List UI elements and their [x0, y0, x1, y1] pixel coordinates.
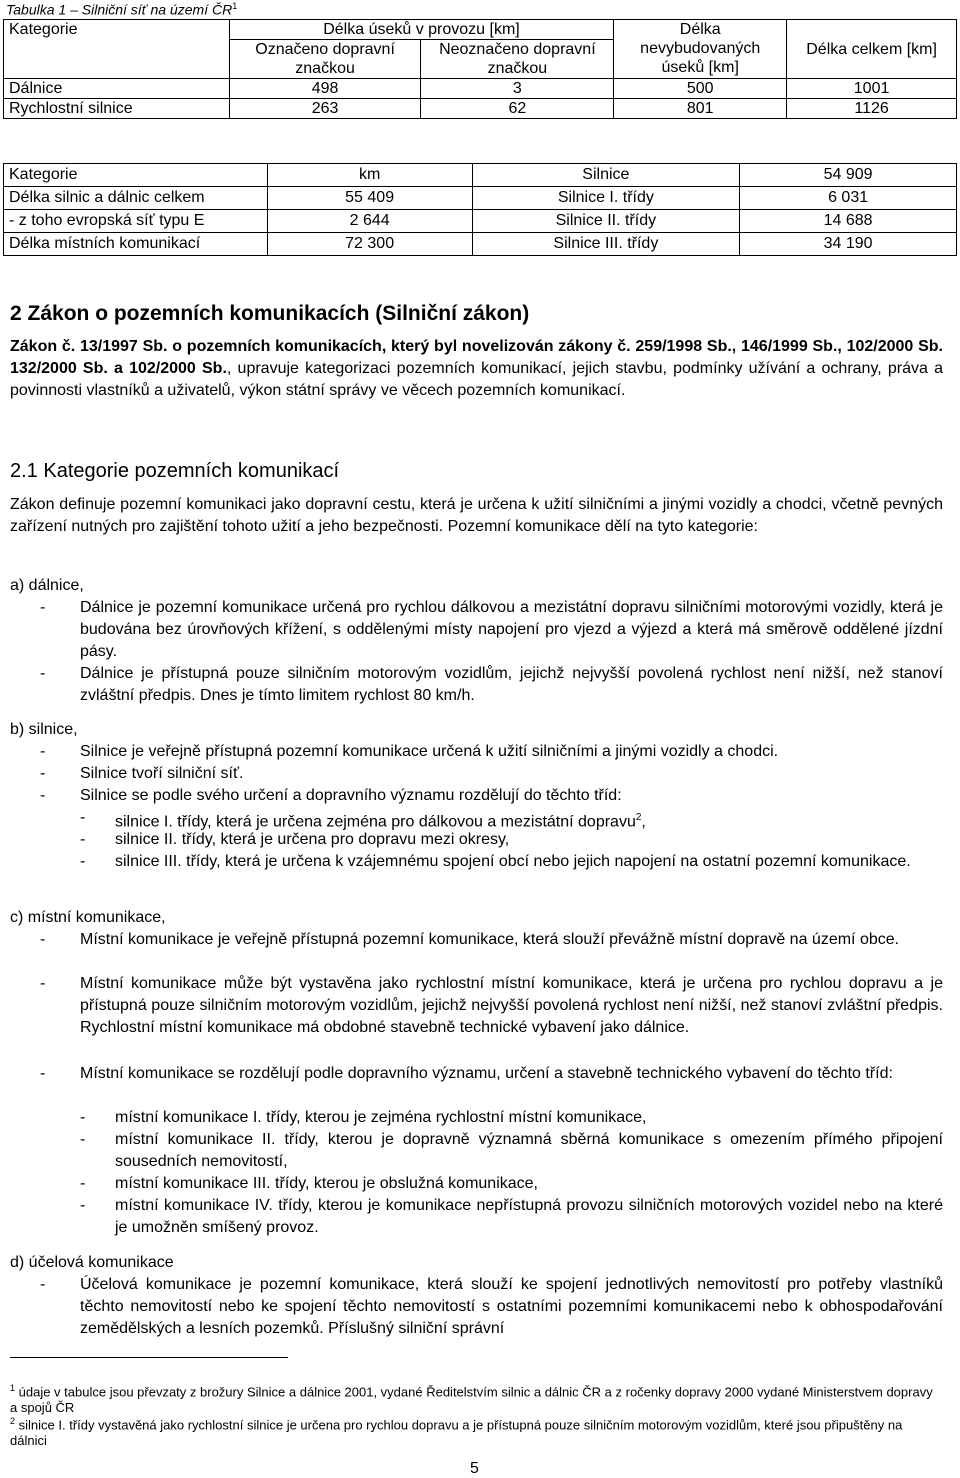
table-cell: 801 [614, 99, 787, 119]
list-item-text: Silnice tvoří silniční síť. [80, 765, 244, 782]
table-cell: 54 909 [740, 164, 957, 187]
list-item [40, 597, 943, 663]
list-item [40, 1063, 943, 1085]
bullet-dash: - [80, 831, 86, 848]
law-reference: Zákon č. 13/1997 Sb. o pozemních komunikacích, který byl novelizován zákony č. 259/1998 Sb., 146/1999 Sb., 102/2000 Sb. 132/2000 Sb. a 102/2000 Sb. [10, 338, 943, 377]
section-heading: 2 Zákon o pozemních komunikacích (Silniční zákon) [10, 302, 530, 325]
table-row [4, 233, 957, 256]
bullet-dash: - [80, 809, 86, 826]
table-row [4, 210, 957, 233]
list-item-text: silnice III. třídy, která je určena k vzájemnému spojení obcí nebo jejich napojení na ostatní pozemní komunikace. [115, 853, 911, 870]
bullet-dash: - [40, 931, 46, 948]
sub-list-item [80, 1173, 943, 1195]
list-item [40, 785, 943, 807]
list-item-text: Místní komunikace se rozdělují podle dopravního významu, určení a stavebně technického vybavení do těchto tříd: [80, 1065, 893, 1082]
sub-list-item [80, 1195, 943, 1239]
table-cell: 14 688 [740, 210, 957, 233]
table-cell: 72 300 [267, 233, 472, 256]
header-celkem: Délka celkem [km] [787, 20, 957, 79]
law-description: , upravuje kategorizaci pozemních komunikací, jejich stavbu, podmínky užívání a ochrany, práva a povinnosti vlastníků a uživatelů, výkon státní správy ve věcech pozemních komunikací. [10, 360, 943, 399]
list-item [40, 663, 943, 707]
header-neoznaceno: Neoznačeno dopravní značkou [421, 40, 614, 79]
table-cell: Silnice I. třídy [472, 187, 740, 210]
road-length-table [3, 163, 957, 256]
category-label: d) účelová komunikace [10, 1254, 174, 1271]
sub-list-item [80, 829, 943, 851]
bullet-dash: - [80, 1175, 86, 1192]
bullet-dash: - [40, 765, 46, 782]
table-cell: 498 [229, 79, 421, 99]
header-delka-provoz: Délka úseků v provozu [km] [229, 20, 614, 40]
bullet-dash: - [40, 975, 46, 992]
header-kategorie: Kategorie [4, 20, 230, 79]
list-item [40, 973, 943, 1039]
table-cell: - z toho evropská síť typu E [4, 210, 268, 233]
table-cell: 1126 [787, 99, 957, 119]
list-item-text: Silnice je veřejně přístupná pozemní komunikace určená k užití silničními a jinými vozidly a chodci. [80, 743, 779, 760]
bullet-dash: - [80, 853, 86, 870]
list-item [40, 929, 943, 951]
road-network-table [3, 19, 957, 119]
table-header-row [4, 20, 957, 40]
table-cell: Délka silnic a dálnic celkem [4, 187, 268, 210]
table-cell: Délka místních komunikací [4, 233, 268, 256]
table-cell: Kategorie [4, 164, 268, 187]
list-item-text: Účelová komunikace je pozemní komunikace, která slouží ke spojení jednotlivých nemovitostí pro potřeby vlastníků těchto nemovitostí nebo ke spojení těchto nemovitostí s ostatními pozemními komunikacemi nebo k obhospodařování zemědělských a lesních pozemků. Příslušný silniční správní [80, 1276, 943, 1337]
table-caption: Tabulka 1 – Silniční síť na území $ČR^1$ [6, 1, 238, 18]
bullet-dash: - [80, 1109, 86, 1126]
bullet-dash: - [40, 1276, 46, 1293]
bullet-dash: - [40, 599, 46, 616]
table-cell: Rychlostní silnice [4, 99, 230, 119]
section-intro [10, 336, 943, 402]
bullet-dash: - [80, 1197, 86, 1214]
table-cell: 55 409 [267, 187, 472, 210]
list-item-text: Místní komunikace je veřejně přístupná pozemní komunikace, která slouží převážně místní dopravě na území obce. [80, 931, 900, 948]
table-cell: 2 644 [267, 210, 472, 233]
list-item-text: silnice I. třídy, která je určena zejména pro dálkovou a mezistátní dopravu$^2$, [115, 812, 646, 831]
table-cell: 6 031 [740, 187, 957, 210]
footnote-ref: 2 [635, 812, 642, 823]
list-item-text: místní komunikace IV. třídy, kterou je komunikace nepřístupná provozu silničních motorových vozidel nebo na které je umožněn smíšený provoz. [115, 1197, 943, 1236]
table-row [4, 79, 957, 99]
list-item-text: Dálnice je pozemní komunikace určená pro rychlou dálkovou a mezistátní dopravu silničními motorovými vozidly, která je budována bez úrovňových křížení, s oddělenými místy napojení pro vjezd a výjezd a která má směrově oddělené jízdní pásy. [80, 599, 943, 660]
sub-list-item [80, 851, 943, 873]
bullet-dash: - [40, 1065, 46, 1082]
list-item-text: silnice II. třídy, která je určena pro dopravu mezi okresy, [115, 831, 510, 848]
sub-list-item [80, 1107, 943, 1129]
table-cell: Silnice [472, 164, 740, 187]
footnote-1: $^1$ údaje v tabulce jsou převzaty z brožury Silnice a dálnice 2001, vydané Ředitelstvím silnic a dálnic ČR a z ročenky dopravy 2000 vydané Ministerstvem dopravy a spojů ČR [10, 1383, 933, 1416]
list-item-text: Dálnice je přístupná pouze silničním motorovým vozidlům, jejichž nejvyšší povolená rychlost není nižší, než stanoví zvláštní předpis. Dnes je tímto limitem rychlost 80 km/h. [80, 665, 943, 704]
sub-list-item [80, 1129, 943, 1173]
list-item-text: Místní komunikace může být vystavěna jako rychlostní místní komunikace, která je určena pro rychlou dopravu a je přístupná pouze silničním motorovým vozidlům, jejichž nejvyšší povolená rychlost není nižší, než stanoví zvláštní předpis. Rychlostní místní komunikace má obdobné stavebně technické vybavení jako dálnice. [80, 975, 943, 1036]
bullet-dash: - [40, 743, 46, 760]
bullet-dash: - [40, 665, 46, 682]
table-cell: 62 [421, 99, 614, 119]
table-cell: Dálnice [4, 79, 230, 99]
page-number: 5 [470, 1460, 479, 1477]
list-item [40, 763, 943, 785]
header-oznaceno: Označeno dopravní značkou [229, 40, 421, 79]
category-label: b) silnice, [10, 721, 78, 738]
table-cell: 34 190 [740, 233, 957, 256]
list-item-text: místní komunikace I. třídy, kterou je zejména rychlostní místní komunikace, [115, 1109, 647, 1126]
table-row [4, 164, 957, 187]
list-item-text: místní komunikace III. třídy, kterou je obslužná komunikace, [115, 1175, 538, 1192]
list-item-text: místní komunikace II. třídy, kterou je dopravně významná sběrná komunikace s omezením přímého připojení sousedních nemovitostí, [115, 1131, 943, 1170]
table-cell: Silnice III. třídy [472, 233, 740, 256]
header-nevybudovane: Délka nevybudovaných úseků [km] [614, 20, 787, 79]
subsection-intro: Zákon definuje pozemní komunikaci jako dopravní cestu, která je určena k užití silničními a jinými vozidly a chodci, včetně pevných zařízení nutných pro zajištění tohoto užití a jeho bezpečnosti. Pozemní komunikace dělí na tyto kategorie: [10, 496, 943, 535]
table-cell: 500 [614, 79, 787, 99]
list-item [40, 1274, 943, 1340]
table-cell: km [267, 164, 472, 187]
category-label: a) dálnice, [10, 577, 84, 594]
bullet-dash: - [40, 787, 46, 804]
list-item-text: Silnice se podle svého určení a dopravního významu rozdělují do těchto tříd: [80, 787, 622, 804]
category-label: c) místní komunikace, [10, 909, 166, 926]
subsection-heading: 2.1 Kategorie pozemních komunikací [10, 460, 340, 482]
table-cell: 1001 [787, 79, 957, 99]
table-row [4, 187, 957, 210]
footnote-2: $^2$ silnice I. třídy vystavěná jako rychlostní silnice je určena pro rychlou dopravu a je přístupná pouze silničním motorovým vozidlům, které jsou připuštěny na dálnici [10, 1416, 903, 1449]
bullet-dash: - [80, 1131, 86, 1148]
footnote-ref: 1 [232, 1, 238, 11]
table-cell: 3 [421, 79, 614, 99]
table-row [4, 99, 957, 119]
table-cell: Silnice II. třídy [472, 210, 740, 233]
table-cell: 263 [229, 99, 421, 119]
list-item [40, 741, 943, 763]
footnote-separator [10, 1357, 288, 1358]
